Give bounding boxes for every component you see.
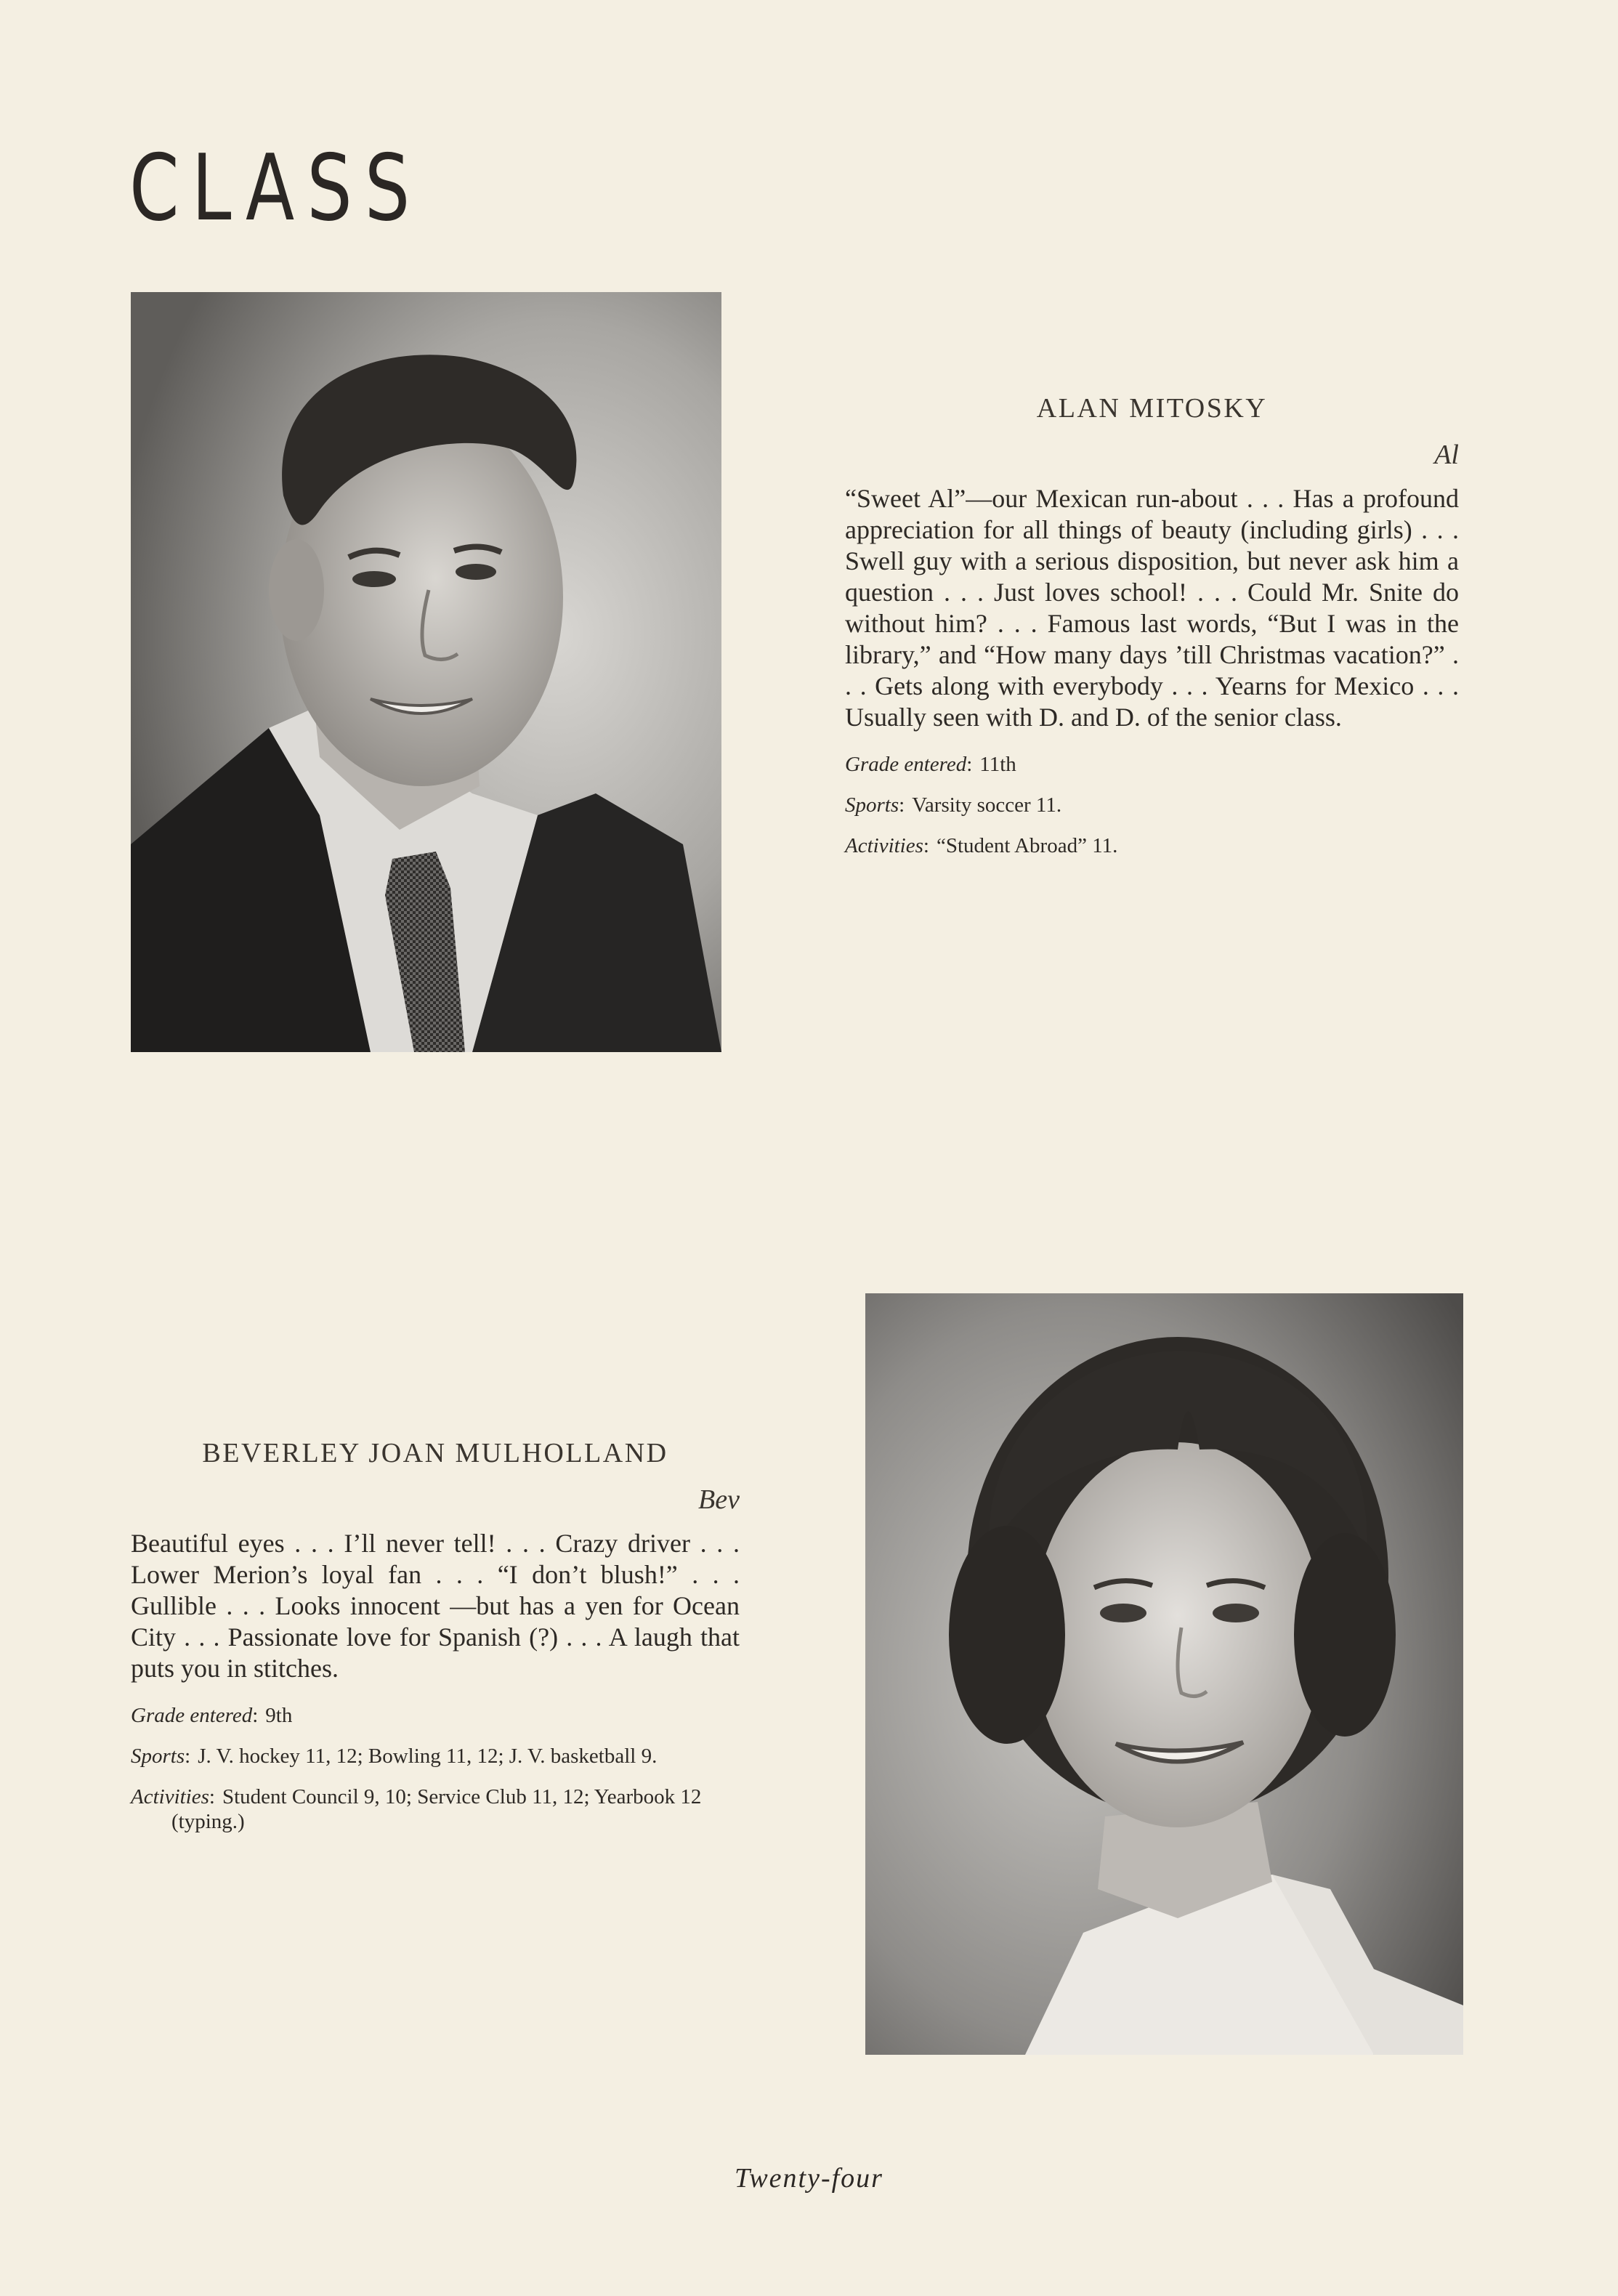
fact-label: Grade entered bbox=[845, 753, 967, 777]
fact-label: Sports bbox=[131, 1745, 185, 1769]
student-entry-alan bbox=[845, 392, 1459, 858]
fact-label: Grade entered bbox=[131, 1704, 253, 1728]
student-nickname: Al bbox=[1434, 439, 1459, 470]
page-heading: CLASS bbox=[129, 134, 423, 241]
sports-line: Sports: J. V. hockey 11, 12; Bowling 11, 12; J. V. basketball 9. bbox=[131, 1745, 658, 1769]
portrait-photo-beverley bbox=[865, 1293, 1463, 2055]
grade-entered-line: Grade entered: 9th bbox=[131, 1704, 293, 1728]
fact-value: Varsity soccer 11. bbox=[912, 793, 1062, 817]
student-bio: “Sweet Al”—our Mexican run-about . . . Has a profound appreciation for all things of beauty (including girls) . . . Swell guy with a serious disposition, but never ask him a question . . . Just loves school! . . . Could Mr. Snite do without him? . . . Famous last words, “But I was in the library,” and “How many days ’till Christmas vacation?” . . . Gets along with everybody . . . Yearns for Mexico . . . Usually seen with D. and D. of the senior class. bbox=[845, 484, 1459, 732]
fact-value: Student Council 9, 10; Service Club 11, 12; Yearbook 12 (typing.) bbox=[171, 1785, 702, 1834]
activities-line: Activities: “Student Abroad” 11. bbox=[845, 834, 1118, 858]
fact-label: Activities bbox=[845, 834, 923, 858]
portrait-photo-alan bbox=[131, 292, 721, 1052]
student-nickname: Bev bbox=[698, 1484, 740, 1515]
student-entry-beverley bbox=[131, 1437, 740, 1834]
activities-line: Activities: Student Council 9, 10; Service Club 11, 12; Yearbook 12 (typing.) bbox=[131, 1785, 702, 1834]
page-number: Twenty-four bbox=[735, 2163, 883, 2194]
student-bio: Beautiful eyes . . . I’ll never tell! . . . Crazy driver . . . Lower Merion’s loyal fan . . . “I don’t blush!” . . . Gullible . . . Looks innocent —but has a yen for Ocean City . . . Passionate love for Spanish (?) . . . A laugh that puts you in stitches. bbox=[131, 1529, 740, 1683]
fact-value: 11th bbox=[979, 753, 1016, 777]
student-name: BEVERLEY JOAN MULHOLLAND bbox=[202, 1438, 668, 1468]
fact-value: “Student Abroad” 11. bbox=[936, 834, 1118, 858]
fact-label: Sports bbox=[845, 793, 899, 817]
sports-line: Sports: Varsity soccer 11. bbox=[845, 793, 1062, 817]
fact-value: J. V. hockey 11, 12; Bowling 11, 12; J. V. basketball 9. bbox=[198, 1745, 658, 1769]
grade-entered-line: Grade entered: 11th bbox=[845, 753, 1016, 777]
fact-value: 9th bbox=[265, 1704, 293, 1728]
fact-label: Activities bbox=[131, 1785, 209, 1809]
student-name: ALAN MITOSKY bbox=[1036, 393, 1268, 424]
